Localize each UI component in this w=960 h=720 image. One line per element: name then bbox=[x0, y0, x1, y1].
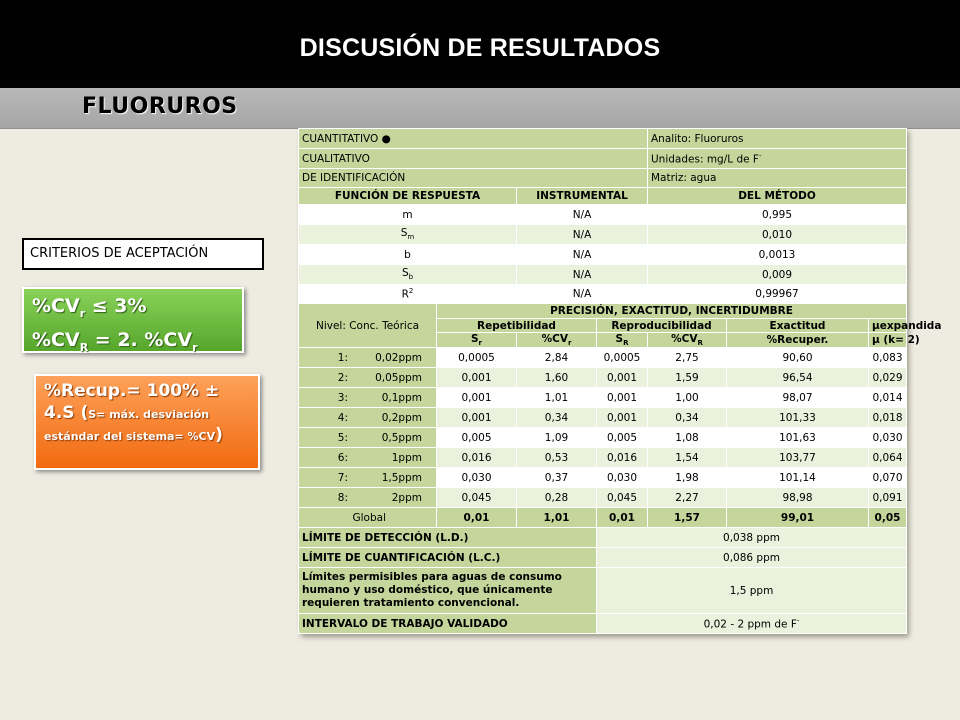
nivel-header: Nivel: Conc. Teórica bbox=[299, 304, 437, 348]
func-metodo: 0,99967 bbox=[648, 285, 907, 304]
data-cell: 0,014 bbox=[869, 388, 907, 408]
level-cell: 6: 1ppm bbox=[299, 448, 437, 468]
title-bar bbox=[0, 0, 960, 88]
group-repetibilidad: Repetibilidad bbox=[437, 319, 597, 333]
table-row bbox=[299, 348, 907, 368]
group-mu: µexpandida bbox=[869, 319, 907, 333]
func-param: m bbox=[299, 205, 517, 225]
global-value: 1,01 bbox=[517, 508, 597, 528]
section-subtitle: FLUORUROS bbox=[82, 94, 238, 119]
data-cell: 0,018 bbox=[869, 408, 907, 428]
precision-header: PRECISIÓN, EXACTITUD, INCERTIDUMBRE bbox=[437, 304, 907, 319]
table-row bbox=[299, 468, 907, 488]
data-cell: 1,59 bbox=[648, 368, 727, 388]
data-cell: 0,005 bbox=[437, 428, 517, 448]
data-cell: 0,28 bbox=[517, 488, 597, 508]
data-cell: 0,030 bbox=[437, 468, 517, 488]
page-title: DISCUSIÓN DE RESULTADOS bbox=[299, 34, 661, 62]
recovery-criterion: %Recup.= 100% ± bbox=[44, 381, 220, 401]
data-cell: 1,09 bbox=[517, 428, 597, 448]
table-row bbox=[299, 488, 907, 508]
type-cuantitativo: CUANTITATIVO ● bbox=[299, 129, 648, 149]
ld-label: LÍMITE DE DETECCIÓN (L.D.) bbox=[299, 528, 597, 548]
results-table-wrap bbox=[298, 128, 942, 634]
level-cell: 5: 0,5ppm bbox=[299, 428, 437, 448]
data-cell: 101,63 bbox=[727, 428, 869, 448]
data-cell: 0,0005 bbox=[597, 348, 648, 368]
sub-cvR: $\%CV_R$ bbox=[648, 333, 727, 348]
func-header-metodo: DEL MÉTODO bbox=[648, 188, 907, 205]
lc-value: 0,086 ppm bbox=[597, 548, 907, 568]
data-cell: 1,00 bbox=[648, 388, 727, 408]
data-cell: 0,064 bbox=[869, 448, 907, 468]
data-cell: 0,001 bbox=[437, 408, 517, 428]
data-cell: 0,045 bbox=[437, 488, 517, 508]
global-value: 0,05 bbox=[869, 508, 907, 528]
table-row bbox=[299, 388, 907, 408]
data-cell: 2,27 bbox=[648, 488, 727, 508]
int-label: INTERVALO DE TRABAJO VALIDADO bbox=[299, 614, 597, 634]
lc-label: LÍMITE DE CUANTIFICACIÓN (L.C.) bbox=[299, 548, 597, 568]
data-cell: 0,045 bbox=[597, 488, 648, 508]
global-value: 1,57 bbox=[648, 508, 727, 528]
int-value: 0,02 - 2 ppm de F- bbox=[597, 614, 907, 634]
data-cell: 0,001 bbox=[437, 388, 517, 408]
recovery-criterion-line2: 4.S (S= máx. desviación bbox=[44, 403, 210, 423]
lim-value: 1,5 ppm bbox=[597, 568, 907, 614]
func-param: b bbox=[299, 245, 517, 265]
group-reproducibilidad: Reproducibilidad bbox=[597, 319, 727, 333]
subtitle-bar bbox=[0, 88, 960, 129]
data-cell: 0,001 bbox=[597, 408, 648, 428]
cv-reproducibility-criterion: $\%CV_R = 2$. $\%CV_r$ bbox=[32, 328, 198, 354]
data-cell: 90,60 bbox=[727, 348, 869, 368]
func-header-instrumental: INSTRUMENTAL bbox=[517, 188, 648, 205]
data-cell: 98,98 bbox=[727, 488, 869, 508]
data-cell: 0,001 bbox=[597, 388, 648, 408]
level-cell: 7: 1,5ppm bbox=[299, 468, 437, 488]
analito: Analito: Fluoruros bbox=[648, 129, 907, 149]
data-cell: 1,98 bbox=[648, 468, 727, 488]
func-param: $S_m$ bbox=[299, 225, 517, 245]
data-cell: 0,34 bbox=[517, 408, 597, 428]
data-cell: 0,091 bbox=[869, 488, 907, 508]
func-param: $S_b$ bbox=[299, 265, 517, 285]
func-metodo: 0,009 bbox=[648, 265, 907, 285]
level-cell: 1: 0,02ppm bbox=[299, 348, 437, 368]
level-cell: 3: 0,1ppm bbox=[299, 388, 437, 408]
func-instr: N/A bbox=[517, 225, 648, 245]
data-cell: 1,54 bbox=[648, 448, 727, 468]
table-row bbox=[299, 428, 907, 448]
func-metodo: 0,995 bbox=[648, 205, 907, 225]
func-instr: N/A bbox=[517, 265, 648, 285]
data-cell: 0,070 bbox=[869, 468, 907, 488]
data-cell: 0,030 bbox=[597, 468, 648, 488]
sub-sR: $S_R$ bbox=[597, 333, 648, 348]
func-instr: N/A bbox=[517, 245, 648, 265]
table-row bbox=[299, 408, 907, 428]
ld-value: 0,038 ppm bbox=[597, 528, 907, 548]
data-cell: 101,33 bbox=[727, 408, 869, 428]
data-cell: 98,07 bbox=[727, 388, 869, 408]
data-cell: 0,029 bbox=[869, 368, 907, 388]
data-cell: 101,14 bbox=[727, 468, 869, 488]
data-cell: 0,37 bbox=[517, 468, 597, 488]
results-table bbox=[298, 128, 942, 634]
sub-sr: $S_r$ bbox=[437, 333, 517, 348]
sub-mu: µ (k= 2) bbox=[869, 333, 907, 348]
data-rows bbox=[299, 348, 907, 508]
type-identificacion: DE IDENTIFICACIÓN bbox=[299, 169, 648, 188]
sub-cvr: $\%CV_r$ bbox=[517, 333, 597, 348]
data-cell: 0,34 bbox=[648, 408, 727, 428]
recovery-criterion-line3: estándar del sistema= %CV) bbox=[44, 425, 223, 445]
data-cell: 2,84 bbox=[517, 348, 597, 368]
data-cell: 0,016 bbox=[437, 448, 517, 468]
data-cell: 0,001 bbox=[437, 368, 517, 388]
data-cell: 0,53 bbox=[517, 448, 597, 468]
func-header-funcion: FUNCIÓN DE RESPUESTA bbox=[299, 188, 517, 205]
data-cell: 0,016 bbox=[597, 448, 648, 468]
sub-recup: %Recuper. bbox=[727, 333, 869, 348]
func-instr: N/A bbox=[517, 285, 648, 304]
data-cell: 0,083 bbox=[869, 348, 907, 368]
data-cell: 0,001 bbox=[597, 368, 648, 388]
global-value: 0,01 bbox=[597, 508, 648, 528]
level-cell: 8: 2ppm bbox=[299, 488, 437, 508]
func-metodo: 0,0013 bbox=[648, 245, 907, 265]
data-cell: 1,60 bbox=[517, 368, 597, 388]
criteria-label: CRITERIOS DE ACEPTACIÓN bbox=[22, 238, 264, 270]
table-row bbox=[299, 368, 907, 388]
group-exactitud: Exactitud bbox=[727, 319, 869, 333]
data-cell: 1,08 bbox=[648, 428, 727, 448]
type-cualitativo: CUALITATIVO bbox=[299, 149, 648, 169]
data-cell: 1,01 bbox=[517, 388, 597, 408]
matriz: Matriz: agua bbox=[648, 169, 907, 188]
recovery-criteria-box bbox=[34, 374, 260, 470]
data-cell: 2,75 bbox=[648, 348, 727, 368]
cv-repeatability-criterion: $\%CV_r \le 3\%$ bbox=[32, 295, 147, 320]
cv-criteria-box bbox=[22, 287, 244, 353]
data-cell: 0,0005 bbox=[437, 348, 517, 368]
data-cell: 96,54 bbox=[727, 368, 869, 388]
level-cell: 4: 0,2ppm bbox=[299, 408, 437, 428]
table-row bbox=[299, 448, 907, 468]
unidades: Unidades: mg/L de F- bbox=[648, 149, 907, 169]
level-cell: 2: 0,05ppm bbox=[299, 368, 437, 388]
global-label: Global bbox=[299, 508, 437, 528]
lim-label: Límites permisibles para aguas de consumo humano y uso doméstico, que únicamente requieren tratamiento convencional. bbox=[299, 568, 597, 614]
func-instr: N/A bbox=[517, 205, 648, 225]
func-param: $R^2$ bbox=[299, 285, 517, 304]
func-metodo: 0,010 bbox=[648, 225, 907, 245]
data-cell: 0,005 bbox=[597, 428, 648, 448]
global-value: 0,01 bbox=[437, 508, 517, 528]
global-value: 99,01 bbox=[727, 508, 869, 528]
data-cell: 0,030 bbox=[869, 428, 907, 448]
data-cell: 103,77 bbox=[727, 448, 869, 468]
